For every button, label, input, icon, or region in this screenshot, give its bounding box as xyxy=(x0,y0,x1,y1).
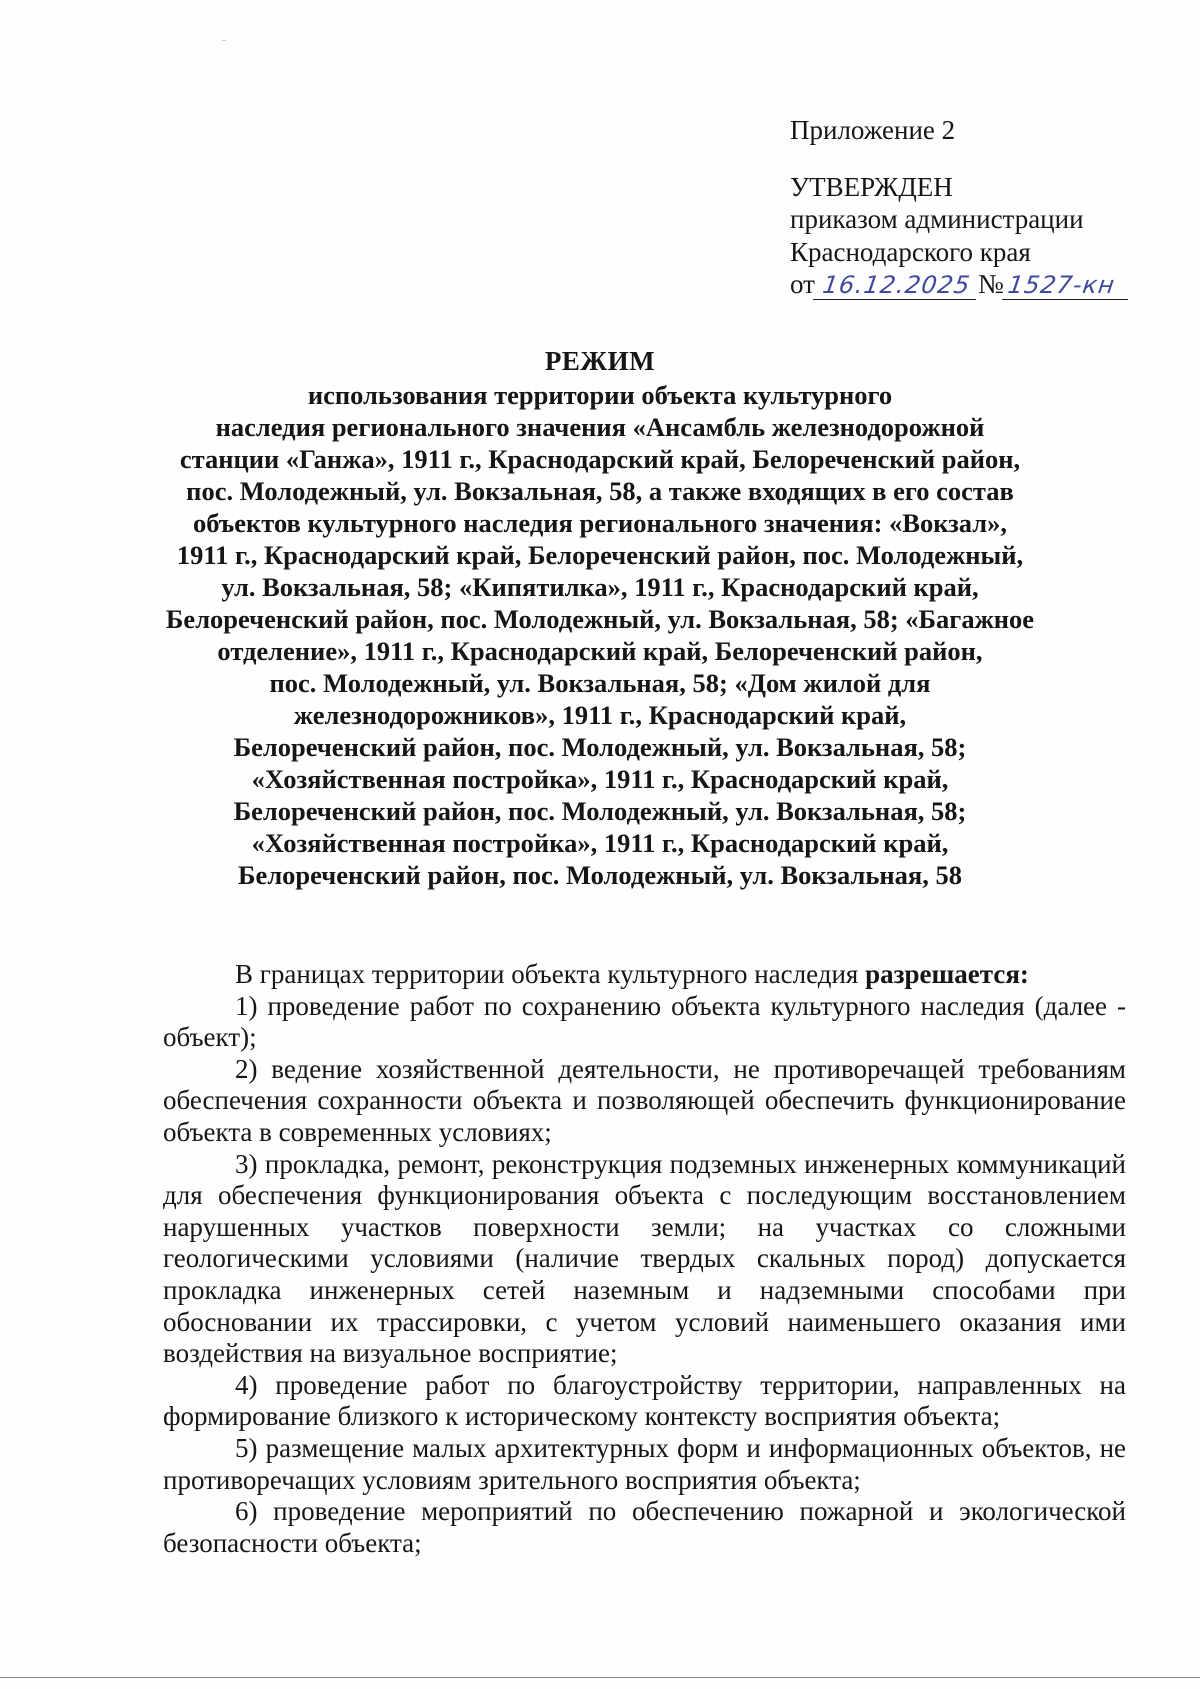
intro-paragraph xyxy=(163,959,1126,991)
annex-label: Приложение 2 xyxy=(790,115,956,145)
list-item: 4) проведение работ по благоустройству территории, направленных на формирование близкого к историческому контексту восприятия объекта; xyxy=(163,1369,1126,1432)
list-item: 3) прокладка, ремонт, реконструкция подземных инженерных коммуникаций для обеспечения функционирования объекта с последующим восстановлением нарушенных участков поверхности земли; на участках со сложными геологическими условиями (наличие твердых скальных пород) допускается прокладка инженерных сетей наземным и надземными способами при обосновании их трассировки, с учетом условий наименьшего оказания ими воздействия на визуальное восприятие; xyxy=(163,1148,1126,1369)
document-subtitle: использования территории объекта культурного наследия регионального значения «Ансамбль железнодорожной станции «Ганжа», 1911 г., Краснодарский край, Белореченский район, пос. Молодежный, ул. Вокзальная, 58, а также входящих в его состав объектов культурного наследия регионального значения: «Вокзал», 1911 г., Краснодарский край, Белореченский район, пос. Молодежный, ул. Вокзальная, 58; «Кипятилка», 1911 г., Краснодарский край, Белореченский район, пос. Молодежный, ул. Вокзальная, 58; «Багажное отделение», 1911 г., Краснодарский край, Белореченский район, пос. Молодежный, ул. Вокзальная, 58; «Дом жилой для железнодорожников», 1911 г., Краснодарский край, Белореченский район, пос. Молодежный, ул. Вокзальная, 58; «Хозяйственная постройка», 1911 г., Краснодарский край, Белореченский район, пос. Молодежный, ул. Вокзальная, 58; «Хозяйственная постройка», 1911 г., Краснодарский край, Белореченский район, пос. Молодежный, ул. Вокзальная, 58 xyxy=(165,380,1035,890)
approved-label: УТВЕРЖДЕН xyxy=(790,171,953,202)
handwritten-date: 16.12.2025 xyxy=(813,271,980,300)
handwritten-order-number: 1527-кн xyxy=(1002,271,1132,300)
number-prefix: № xyxy=(977,269,1004,299)
from-prefix: от xyxy=(790,269,815,299)
list-item: 5) размещение малых архитектурных форм и информационных объектов, не противоречащих условиям зрительного восприятия объекта; xyxy=(163,1432,1126,1495)
scan-artifact xyxy=(222,40,226,41)
list-item: 1) проведение работ по сохранению объекта культурного наследия (далее - объект); xyxy=(163,990,1126,1053)
document-title: РЕЖИМ xyxy=(544,346,656,376)
approved-region: Краснодарского края xyxy=(790,236,1031,267)
document-body xyxy=(163,959,1126,1559)
approved-by-order: приказом администрации xyxy=(790,204,1084,234)
intro-text: В границах территории объекта культурного наследия xyxy=(235,959,866,989)
document-title-block xyxy=(150,345,1050,891)
intro-bold-permitted: разрешается: xyxy=(865,959,1029,989)
list-item: 2) ведение хозяйственной деятельности, не противоречащей требованиям обеспечения сохранности объекта и позволяющей обеспечить функционирование объекта в современных условиях; xyxy=(163,1053,1126,1147)
order-date-number-line xyxy=(790,268,1170,301)
list-item: 6) проведение мероприятий по обеспечению пожарной и экологической безопасности объекта; xyxy=(163,1496,1126,1558)
scan-bottom-edge-line xyxy=(0,1677,1200,1678)
approval-stamp-block xyxy=(790,114,1170,301)
